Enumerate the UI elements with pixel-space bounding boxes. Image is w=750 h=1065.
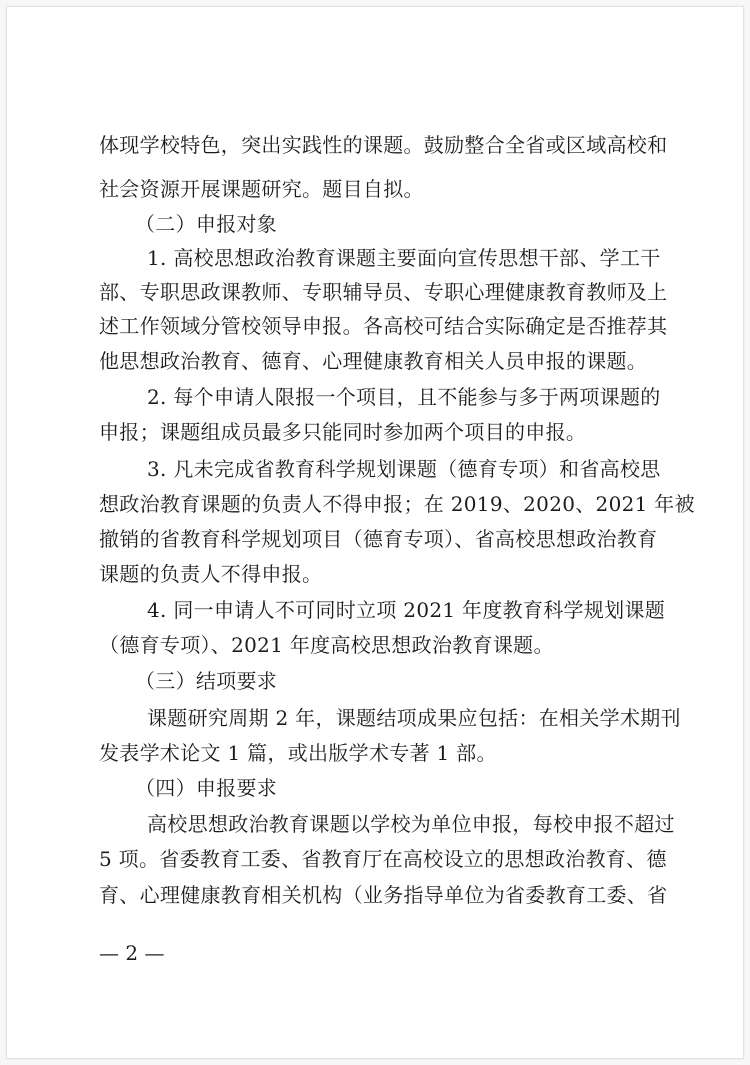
- body-line-6: 述工作领域分管校领导申报。各高校可结合实际确定是否推荐其: [99, 314, 668, 338]
- body-line-7: 他思想政治教育、德育、心理健康教育相关人员申报的课题。: [99, 349, 648, 373]
- body-line-13: 课题的负责人不得申报。: [99, 562, 323, 586]
- section-heading-completion: （三）结项要求: [135, 669, 278, 693]
- body-line-22: 育、心理健康教育相关机构（业务指导单位为省委教育工委、省: [99, 883, 668, 907]
- body-line-15: （德育专项）、2021 年度高校思想政治教育课题。: [99, 633, 554, 657]
- body-line-14: 4. 同一申请人不可同时立项 2021 年度教育科学规划课题: [147, 598, 666, 622]
- body-line-12: 撤销的省教育科学规划项目（德育专项）、省高校思想政治教育: [99, 527, 658, 551]
- body-line-17: 课题研究周期 2 年，课题结项成果应包括：在相关学术期刊: [147, 706, 681, 730]
- section-heading-applicants: （二）申报对象: [135, 212, 278, 236]
- body-line-11: 想政治教育课题的负责人不得申报；在 2019、2020、2021 年被: [99, 492, 695, 516]
- body-line-20: 高校思想政治教育课题以学校为单位申报，每校申报不超过: [147, 812, 675, 836]
- section-heading-requirements: （四）申报要求: [135, 776, 278, 800]
- body-line-21: 5 项。省委教育工委、省教育厅在高校设立的思想政治教育、德: [99, 847, 667, 871]
- body-line-18: 发表学术论文 1 篇，或出版学术专著 1 部。: [99, 741, 497, 765]
- page-number: — 2 —: [99, 941, 165, 965]
- body-line-10: 3. 凡未完成省教育科学规划课题（德育专项）和省高校思: [147, 457, 661, 481]
- body-line-8: 2. 每个申请人限报一个项目，且不能参与多于两项课题的: [147, 385, 661, 409]
- body-line-9: 申报；课题组成员最多只能同时参加两个项目的申报。: [99, 420, 587, 444]
- body-line-4: 1. 高校思想政治教育课题主要面向宣传思想干部、学工干: [147, 246, 661, 270]
- body-line-2: 社会资源开展课题研究。题目自拟。: [99, 177, 424, 201]
- document-page: [6, 6, 744, 1059]
- body-line-5: 部、专职思政课教师、专职辅导员、专职心理健康教育教师及上: [99, 280, 668, 304]
- body-line-1: 体现学校特色，突出实践性的课题。鼓励整合全省或区域高校和: [99, 133, 668, 157]
